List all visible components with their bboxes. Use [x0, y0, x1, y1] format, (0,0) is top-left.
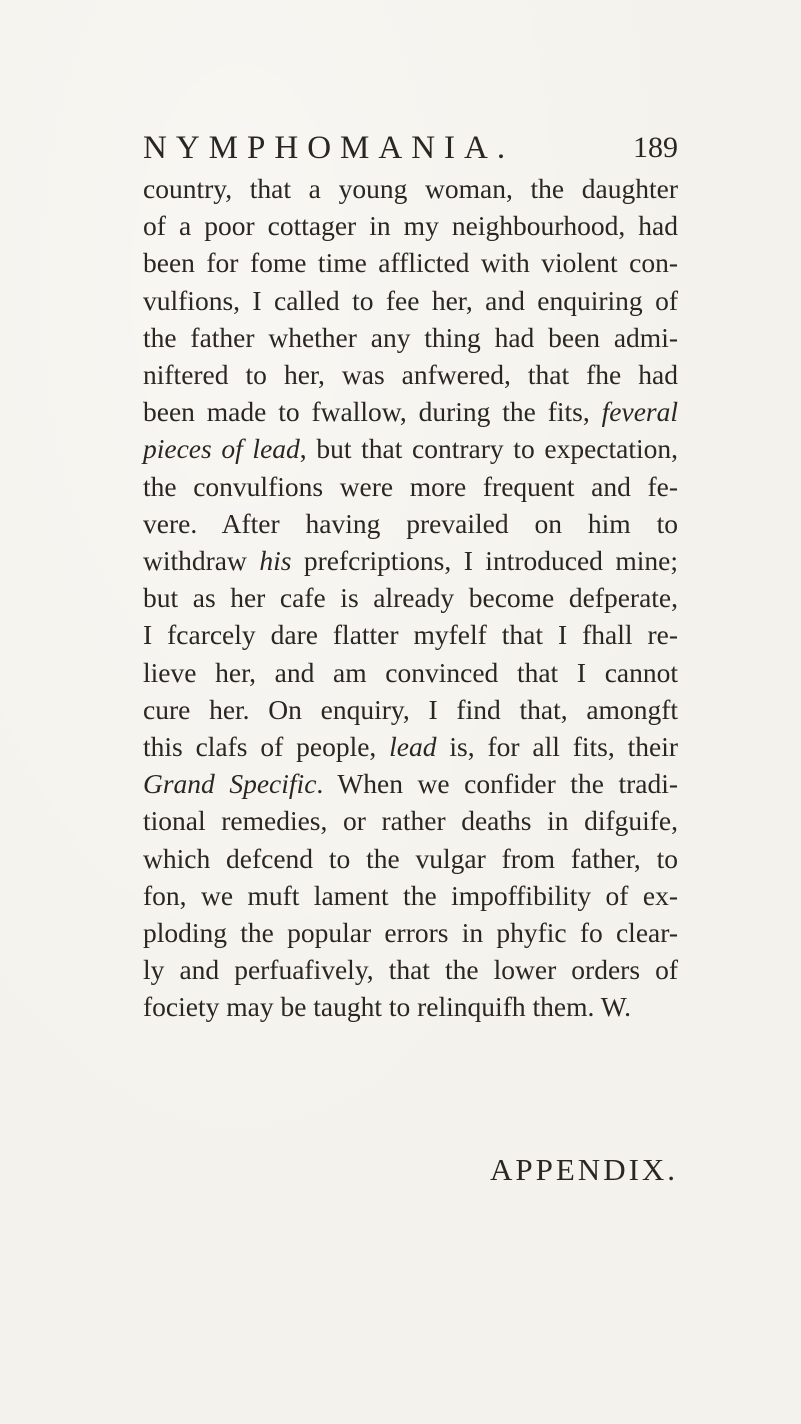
text-segment: ly and perfuafively, that the lower orders of	[143, 954, 678, 986]
italic-text: pieces of lead	[143, 433, 300, 465]
text-segment: . When we confider the tradi-	[316, 768, 678, 800]
text-line	[143, 914, 678, 951]
text-line	[143, 505, 678, 542]
text-line	[143, 951, 678, 988]
text-line	[143, 393, 678, 430]
text-segment: niftered to her, was anfwered, that fhe had	[143, 359, 678, 391]
italic-text: feveral	[601, 396, 678, 428]
text-segment: prefcriptions, I introduced mine;	[291, 545, 678, 577]
text-segment: fociety may be taught to relinquifh them. W.	[143, 991, 632, 1023]
catchword: APPENDIX.	[490, 1152, 679, 1187]
text-line	[143, 319, 678, 356]
running-title: NYMPHOMANIA.	[143, 130, 515, 166]
text-segment: is, for all fits, their	[436, 731, 678, 763]
text-line	[143, 877, 678, 914]
text-line	[143, 840, 678, 877]
text-segment: lieve her, and am convinced that I cannot	[143, 656, 678, 688]
page-number: 189	[633, 131, 678, 164]
italic-text: his	[259, 545, 292, 577]
text-segment: withdraw	[143, 545, 260, 577]
text-segment: cure her. On enquiry, I find that, amongft	[143, 693, 678, 725]
text-segment: ploding the popular errors in phyfic fo clear-	[143, 917, 678, 949]
italic-text: lead	[389, 731, 437, 763]
italic-text: Grand Specific	[143, 768, 317, 800]
text-segment: country, that a young woman, the daughter	[143, 173, 678, 204]
text-segment: but as her cafe is already become defperate,	[143, 582, 678, 614]
text-line	[143, 468, 678, 505]
text-segment: vere. After having prevailed on him to	[143, 507, 678, 539]
text-segment: the convulfions were more frequent and fe-	[143, 470, 678, 502]
text-segment: vulfions, I called to fee her, and enquiring of	[143, 284, 678, 316]
text-segment: , but that contrary to expectation,	[299, 433, 678, 465]
text-segment: been for fome time afflicted with violent con-	[143, 247, 678, 279]
text-line	[143, 616, 678, 653]
text-line	[143, 728, 678, 765]
body-text	[143, 170, 678, 1026]
text-segment: of a poor cottager in my neighbourhood, had	[143, 210, 678, 242]
text-line	[143, 542, 678, 579]
text-line	[143, 691, 678, 728]
text-segment: this clafs of people,	[143, 731, 390, 763]
text-segment: I fcarcely dare flatter myfelf that I fhall re-	[143, 619, 678, 651]
text-segment: the father whether any thing had been admi-	[143, 321, 678, 353]
text-line	[143, 654, 678, 691]
text-line	[143, 988, 678, 1025]
text-line	[143, 170, 678, 207]
text-line	[143, 430, 678, 467]
text-line	[143, 765, 678, 802]
text-line	[143, 802, 678, 839]
text-segment: fon, we muft lament the impoffibility of ex-	[143, 879, 678, 911]
text-line	[143, 244, 678, 281]
page-header	[143, 128, 678, 168]
text-segment: been made to fwallow, during the fits,	[143, 396, 602, 428]
text-line	[143, 282, 678, 319]
text-line	[143, 356, 678, 393]
text-line	[143, 207, 678, 244]
text-segment: tional remedies, or rather deaths in difguife,	[143, 805, 678, 837]
text-line	[143, 579, 678, 616]
text-segment: which defcend to the vulgar from father, to	[143, 842, 678, 874]
